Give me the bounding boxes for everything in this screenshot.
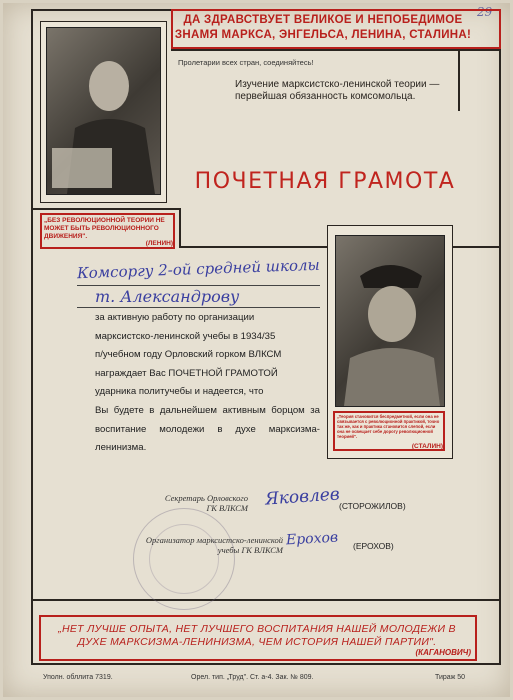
study-motto: Изучение марксистско-ленинской теории — первейшая обязанность комсомольца. [235,79,440,102]
footer-center: Орел. тип. „Труд". Ст. а-4. Зак. № 809. [191,674,314,681]
lenin-attribution: (ЛЕНИН) [145,240,173,247]
lenin-portrait-image [46,27,161,195]
body-line: за активную работу по организации [95,312,255,323]
signature2-name: (ЕРОХОВ) [353,541,394,551]
body-line: п/учебном году Орловский горком ВЛКСМ [95,349,282,361]
frame-line [458,51,460,111]
footer-right: Тираж 50 [435,674,466,681]
bottom-attribution: (КАГАНОВИЧ) [415,648,471,657]
underline [77,307,320,308]
frame-line [179,208,181,248]
signature2-handwritten: Ерохов [285,529,339,549]
stalin-quote: „Теория становится беспредметной, если она не связывается с революционной практикой, точно так же, как и практика становится слепой, если она не освещает себе дорогу революционной теорией". [337,414,440,439]
recipient-line-1: Комсоргу 2-ой средней школы [76,255,321,283]
proletarii-motto: Пролетарии всех стран, соединяйтесь! [178,58,314,67]
top-slogan: ДА ЗДРАВСТВУЕТ ВЕЛИКОЕ И НЕПОБЕДИМОЕ ЗНАМЯ МАРКСА, ЭНГЕЛЬСА, ЛЕНИНА, СТАЛИНА! [174,14,472,41]
lenin-quote: „БЕЗ РЕВОЛЮЦИОННОЙ ТЕОРИИ НЕ МОЖЕТ БЫТЬ РЕВОЛЮЦИОННОГО ДВИЖЕНИЯ". [44,217,165,240]
certificate-title: ПОЧЕТНАЯ ГРАМОТА [194,169,456,194]
body-line: ударника политучебы и надеется, что [95,386,264,398]
underline [77,285,320,286]
signature1-label: Секретарь Орловского ГК ВЛКСМ [164,493,248,513]
recipient-line-2: т. Александрову [95,287,240,306]
bottom-slogan: „НЕТ ЛУЧШЕ ОПЫТА, НЕТ ЛУЧШЕГО ВОСПИТАНИЯ НАШЕЙ МОЛОДЕЖИ В ДУХЕ МАРКСИЗМА-ЛЕНИНИЗМА, ЧЕМ ИСТОРИЯ НАШЕЙ ПАРТИИ". [58,623,456,648]
body-line: марксистско-ленинской учебы в 1934/35 [95,330,276,342]
stalin-portrait-image [335,235,445,407]
signature1-name: (СТОРОЖИЛОВ) [339,501,406,511]
stalin-attribution: (СТАЛИН) [411,443,443,450]
signature1-handwritten: Яковлев [264,484,341,510]
frame-line [171,49,501,51]
frame-line [31,599,501,601]
page-number: 29 [477,5,493,19]
signature2-label: Организатор марксистско-ленинской учебы ГК ВЛКСМ [145,535,283,555]
body-line: Вы будете в дальнейшем активным борцом за воспитание молодежи в духе марксизма-ленинизма. [95,404,320,454]
portrait-silhouette-icon [336,236,444,406]
faded-stamp [133,508,235,610]
portrait-silhouette-icon [47,28,160,194]
certificate-body [95,309,320,458]
certificate-paper [3,3,510,697]
body-line: награждает Вас ПОЧЕТНОЙ ГРАМОТОЙ [95,367,278,379]
frame-line [31,208,181,210]
footer-left: Уполн. обллита 7319. [43,674,113,681]
